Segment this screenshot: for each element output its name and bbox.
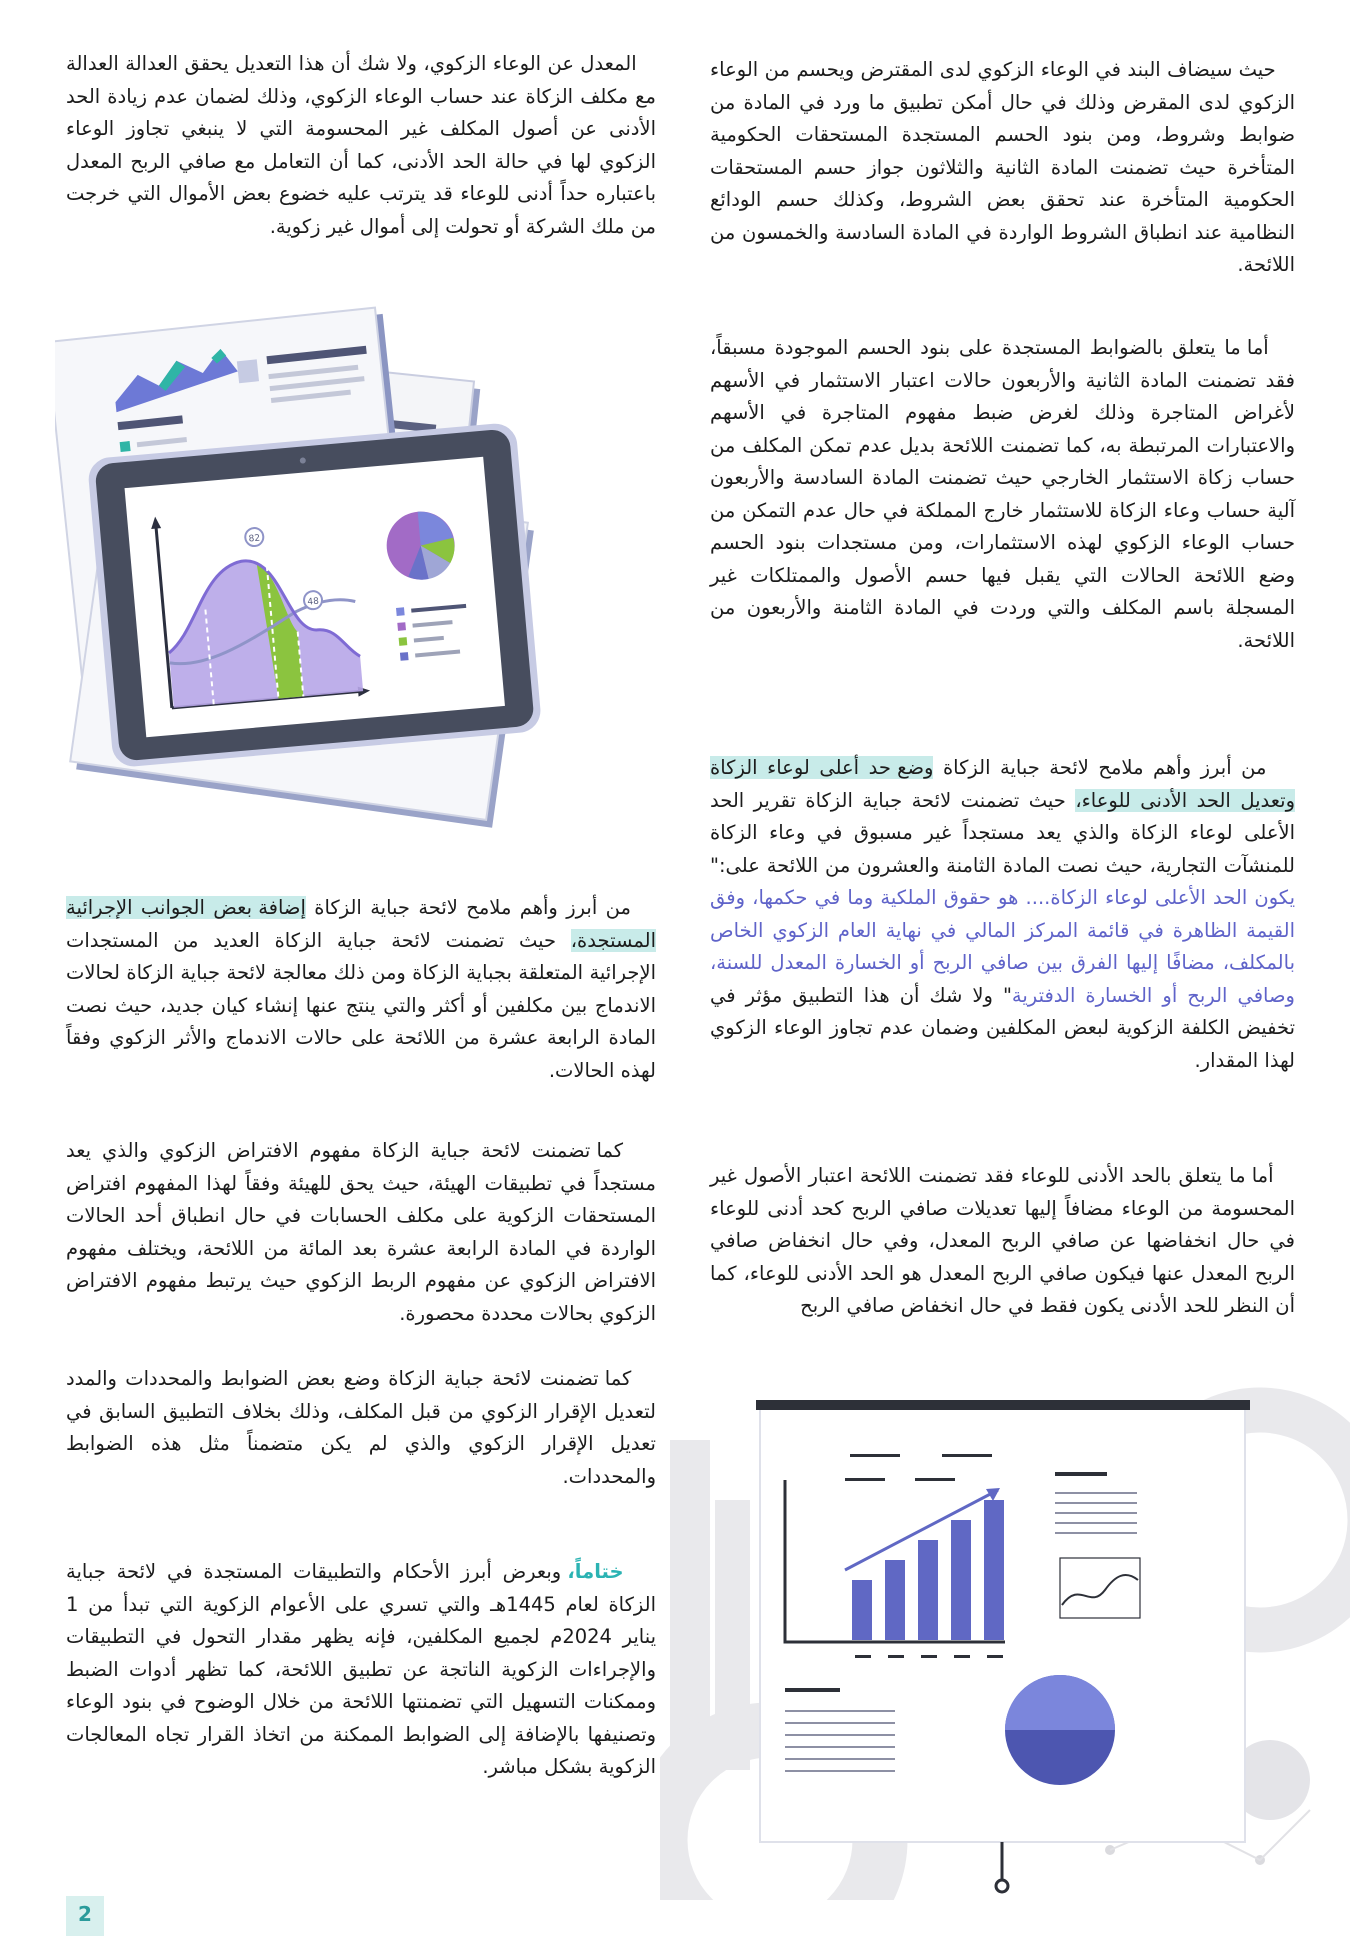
- right-paragraph-2: أما ما يتعلق بالضوابط المستجدة على بنود الحسم الموجودة مسبقاً، فقد تضمنت المادة الثانية والأربعون حالات اعتبار الاستثمار في الأسهم لأغراض المتاجرة وذلك لغرض ضبط مفهوم المتاجرة في الأسهم والاعتبارات المرتبطة به، كما تضمنت اللائحة بديل عدم تمكن المكلف من حساب زكاة الاستثمار الخارجي حيث تضمنت المادة السادسة والأربعون آلية حساب وعاء الزكاة للاستثمار خارج المملكة في حال عدم التمكن من حساب الوعاء الزكوي لهذه الاستثمارات، ومن مستجدات بنود الحسم وضع اللائحة الحالات التي يقبل فيها حسم الأصول والممتلكات غير المسجلة باسم المكلف والتي وردت في المادة الثامنة والأربعون من اللائحة.: [710, 336, 1295, 652]
- board-pie-chart: [1005, 1675, 1115, 1785]
- page-number: 2: [66, 1896, 104, 1936]
- closing-word: ختاماً،: [567, 1560, 624, 1583]
- left-paragraph-3: كما تضمنت لائحة جباية الزكاة مفهوم الافتراض الزكوي والذي يعد مستجداً في تطبيقات الهيئة، حيث يحق للهيئة وفقاً لهذا المفهوم افتراض المستحقات الزكوية على مكلف الحسابات في حال انطباق أحد الحالات الواردة في المادة الرابعة عشرة بعد المائة من اللائحة، ويختلف مفهوم الافتراض الزكوي عن مفهوم الربط الزكوي حيث يرتبط مفهوم الافتراض الزكوي بحالات محددة محصورة.: [66, 1139, 656, 1325]
- quote-article-28: يكون الحد الأعلى لوعاء الزكاة.... هو حقوق الملكية وما في حكمها، وفق القيمة الظاهرة في قائمة المركز المالي في نهاية العام الزكوي الخاص بالمكلف، مضافًا إليها الفرق بين صافي الربح أو الخسارة المعدل للسنة، وصافي الربح أو الخسارة الدفترية: [710, 886, 1295, 1007]
- left-paragraph-4: كما تضمنت لائحة جباية الزكاة وضع بعض الضوابط والمحددات والمدد لتعديل الإقرار الزكوي من قبل المكلف، وذلك بخلاف التطبيق السابق في تعديل الإقرار الزكوي والذي لم يكن متضمناً مثل هذه الضوابط والمحددات.: [66, 1367, 656, 1488]
- tablet-documents-illustration: [55, 300, 575, 860]
- chart-label-a: 82: [248, 533, 261, 545]
- highlight-max-base: وضع حد أعلى لوعاء الزكاة وتعديل الحد الأدنى للوعاء،: [710, 756, 1296, 812]
- left-paragraph-5: ختاماً، وبعرض أبرز الأحكام والتطبيقات المستجدة في لائحة جباية الزكاة لعام 1445هـ والتي تسري على الأعوام الزكوية التي تبدأ من 1 يناير 2024م لجميع المكلفين، فإنه يظهر مقدار التحول في التطبيقات والإجراءات الزكوية الناتجة عن تطبيق اللائحة، كما تظهر أدوات الضبط وممكنات التسهيل التي تضمنتها اللائحة من خلال الوضوح في بنود الوعاء وتصنيفها بالإضافة إلى الضوابط الممكنة من اتخاذ القرار تجاه المعالجات الزكوية بشكل مباشر.: [66, 1560, 657, 1778]
- highlight-procedural-aspects: إضافة بعض الجوانب الإجرائية المستجدة،: [66, 896, 656, 952]
- right-paragraph-4: أما ما يتعلق بالحد الأدنى للوعاء فقد تضمنت اللائحة اعتبار الأصول غير المحسومة من الوعاء مضافاً إليها تعديلات صافي الربح كحد أدنى للوعاء في حال انخفاضها عن صافي الربح المعدل، وفي حال انخفاض صافي الربح المعدل عنها فيكون صافي الربح المعدل هو الحد الأدنى للوعاء، كما أن النظر للحد الأدنى يكون فقط في حال انخفاض صافي الربح: [710, 1164, 1295, 1317]
- left-paragraph-1: المعدل عن الوعاء الزكوي، ولا شك أن هذا التعديل يحقق العدالة العدالة مع مكلف الزكاة عند حساب الوعاء الزكوي، وذلك لضمان عدم زيادة الحد الأدنى عن أصول المكلف غير المحسومة التي لا ينبغي تجاوز الوعاء الزكوي لها في حالة الحد الأدنى، كما أن التعامل مع صافي الربح المعدل باعتباره حداً أدنى للوعاء قد يترتب عليه خضوع بعض الأموال التي خرجت من ملك الشركة أو تحولت إلى أموال غير زكوية.: [66, 52, 656, 238]
- tablet: [87, 422, 542, 768]
- right-paragraph-1: حيث سيضاف البند في الوعاء الزكوي لدى المقترض ويحسم من الوعاء الزكوي لدى المقرض وذلك في حال أمكن تطبيق ما ورد في المادة من ضوابط وشروط، ومن بنود الحسم المستجدة المستحقات الحكومية المتأخرة حيث تضمنت المادة الثانية والثلاثون جواز حسم المستحقات الحكومية المتأخرة عند تحقق بعض الشروط، وكذلك حسم الودائع النظامية عند انطباق الشروط الواردة في المادة السادسة والخمسون من اللائحة.: [710, 58, 1295, 276]
- board-top-bar: [756, 1400, 1250, 1410]
- right-paragraph-3: من أبرز وأهم ملامح لائحة جباية الزكاة وضع حد أعلى لوعاء الزكاة وتعديل الحد الأدنى للوعاء، حيث تضمنت لائحة جباية الزكاة تقرير الحد الأعلى لوعاء الزكاة والذي يعد مستجداً غير مسبوق في وعاء الزكاة للمنشآت التجارية، حيث نصت المادة الثامنة والعشرون من اللائحة على:" يكون الحد الأعلى لوعاء الزكاة.... هو حقوق الملكية وما في حكمها، وفق القيمة الظاهرة في قائمة المركز المالي في نهاية العام الزكوي الخاص بالمكلف، مضافًا إليها الفرق بين صافي الربح أو الخسارة المعدل للسنة، وصافي الربح أو الخسارة الدفترية" ولا شك أن هذا التطبيق مؤثر في تخفيض الكلفة الزكوية لبعض المكلفين وضمان عدم تجاوز الوعاء الزكوي لهذا المقدار.: [710, 756, 1296, 1072]
- chart-label-b: 48: [307, 596, 320, 608]
- left-paragraph-2: من أبرز وأهم ملامح لائحة جباية الزكاة إضافة بعض الجوانب الإجرائية المستجدة، حيث تضمنت لائحة جباية الزكاة العديد من المستجدات الإجرائية المتعلقة بجباية الزكاة ومن ذلك معالجة لائحة جباية الزكاة لحالات الاندماج بين مكلفين أو أكثر والتي ينتج عنها إنشاء كيان جديد، حيث نصت المادة الرابعة عشرة من اللائحة على حالات الاندماج والأثر الزكوي وفقاً لهذه الحالات.: [66, 896, 656, 1082]
- presentation-board-illustration: [660, 1380, 1350, 1900]
